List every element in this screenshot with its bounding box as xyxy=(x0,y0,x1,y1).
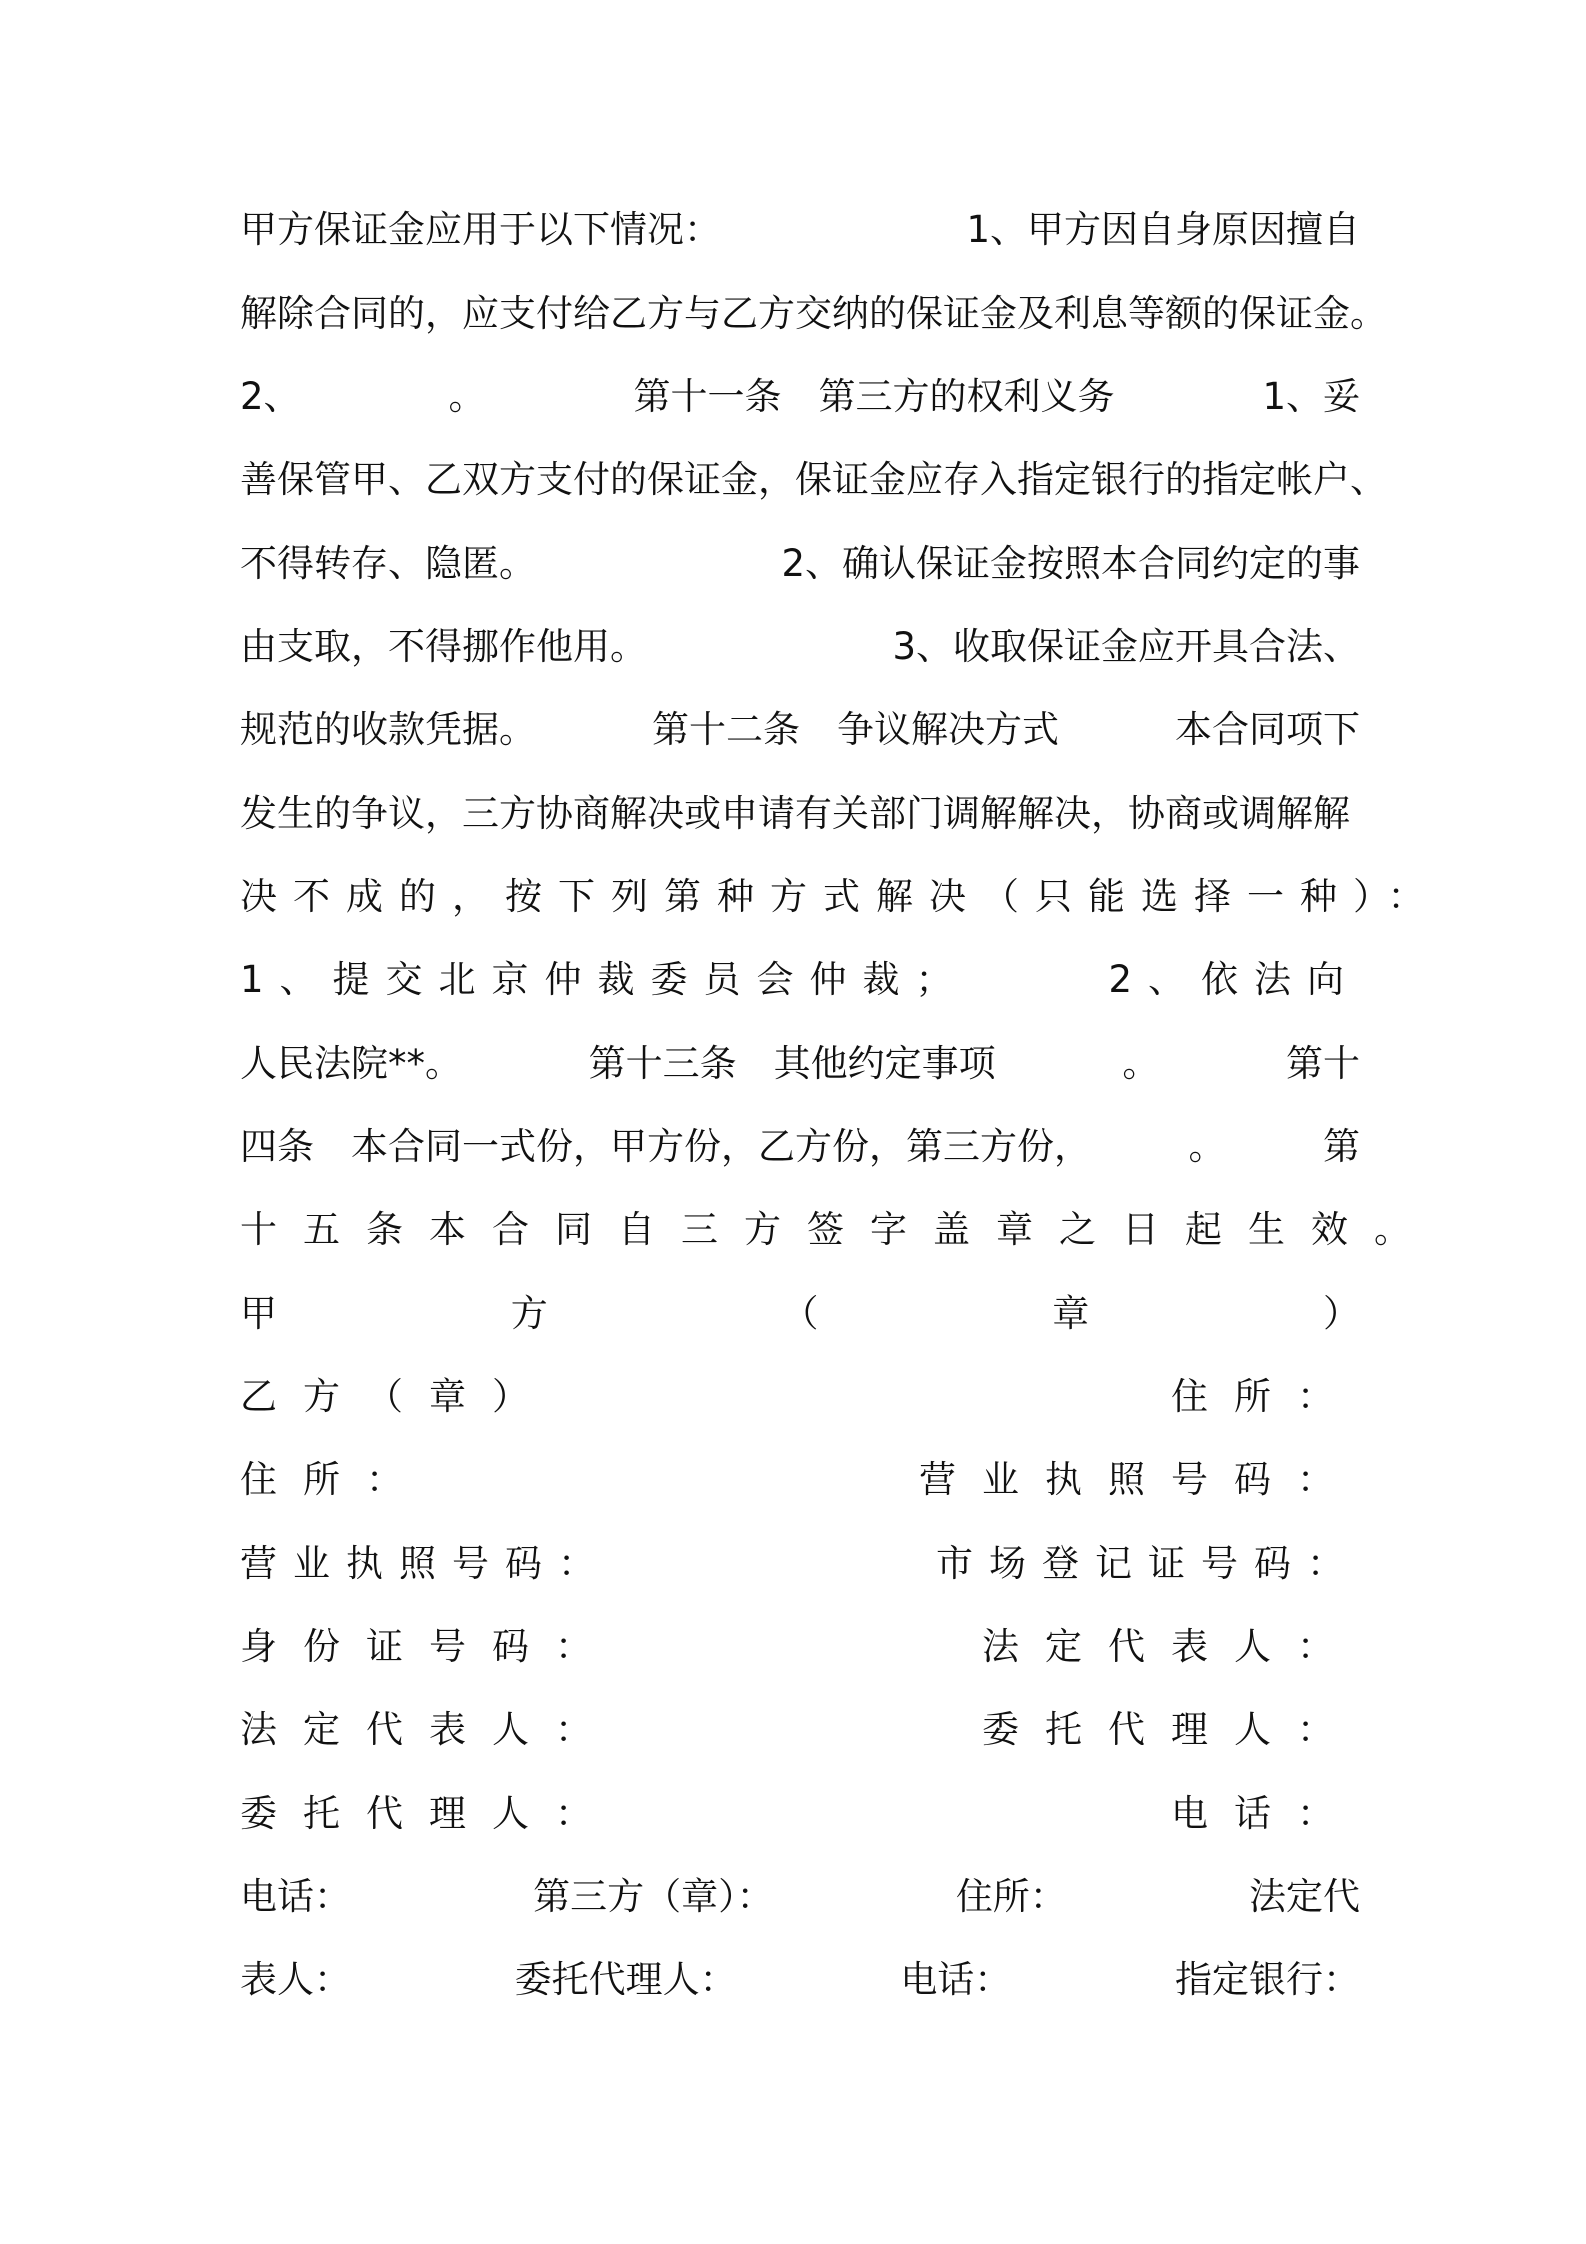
line-14-seg-3: （ xyxy=(781,1292,819,1335)
line-11-seg-1: 人民法院**。 xyxy=(240,1042,462,1085)
line-13-seg-1: 十五条 xyxy=(240,1208,429,1251)
line-6-seg-1: 由支取，不得挪作他用。 xyxy=(240,625,647,668)
text-line-12 xyxy=(240,1105,1360,1189)
text-line-9 xyxy=(240,855,1441,939)
line-12-seg-3: 第 xyxy=(1323,1125,1360,1168)
line-14-seg-5: ） xyxy=(1323,1292,1360,1335)
line-4-seg-1: 善保管甲、乙双方支付的保证金，保证金应存入指定银行的指定帐户、 xyxy=(240,458,1387,501)
line-7-seg-1: 规范的收款凭据。 xyxy=(240,708,536,751)
line-21-seg-1: 电话： xyxy=(240,1875,351,1918)
text-line-22 xyxy=(240,1938,1360,2022)
line-8-seg-1: 发生的争议，三方协商解决或申请有关部门调解解决，协商或调解解 xyxy=(240,792,1350,835)
line-16-seg-2: 营业执照号码： xyxy=(919,1458,1360,1501)
line-7-seg-2: 第十二条 争议解决方式 xyxy=(652,708,1059,751)
line-14-seg-4: 章 xyxy=(1052,1292,1090,1335)
text-line-8 xyxy=(240,772,1360,856)
text-line-10 xyxy=(240,938,1360,1022)
text-line-16 xyxy=(240,1438,1360,1522)
text-line-20 xyxy=(240,1772,1360,1856)
line-11-seg-3: 。 xyxy=(1122,1042,1160,1085)
line-15-seg-1: 乙方（章） xyxy=(240,1375,555,1418)
line-3-seg-4: 1、妥 xyxy=(1262,375,1360,418)
line-11-seg-2: 第十三条 其他约定事项 xyxy=(588,1042,996,1085)
line-22-seg-2: 委托代理人： xyxy=(514,1958,737,2001)
line-19-seg-2: 委托代理人： xyxy=(982,1708,1360,1751)
text-line-4 xyxy=(240,438,1387,522)
line-9-seg-1: 决不成的，按下列第 xyxy=(240,875,717,918)
line-19-seg-1: 法定代表人： xyxy=(240,1708,618,1751)
line-16-seg-1: 住所： xyxy=(240,1458,429,1501)
text-line-1 xyxy=(240,188,1360,272)
text-line-21 xyxy=(240,1855,1360,1939)
line-5-seg-2: 2、确认保证金按照本合同约定的事 xyxy=(781,542,1360,585)
text-line-2 xyxy=(240,272,1390,356)
text-line-3 xyxy=(240,355,1360,439)
text-line-6 xyxy=(240,605,1360,689)
line-9-seg-2: 种方式解决（只能选择一种）： xyxy=(717,875,1441,918)
line-5-seg-1: 不得转存、隐匿。 xyxy=(240,542,536,585)
text-line-11 xyxy=(240,1022,1360,1106)
line-3-seg-3: 第十一条 第三方的权利义务 xyxy=(633,375,1115,418)
line-2-seg-1: 解除合同的，应支付给乙方与乙方交纳的保证金及利息等额的保证金。 xyxy=(240,292,1387,335)
line-14-seg-2: 方 xyxy=(510,1292,548,1335)
line-7-seg-3: 本合同项下 xyxy=(1175,708,1360,751)
line-13-seg-2: 本合同自三方签字盖章之日起生效。 xyxy=(429,1208,1437,1251)
text-line-13 xyxy=(240,1188,1437,1272)
line-10-seg-1: 1、提交北京仲裁委员会仲裁； xyxy=(240,958,969,1001)
text-line-15 xyxy=(240,1355,1360,1439)
line-22-seg-4: 指定银行： xyxy=(1174,1958,1360,2001)
text-line-17 xyxy=(240,1522,1360,1606)
line-12-seg-2: 。 xyxy=(1188,1125,1226,1168)
line-21-seg-3: 住所： xyxy=(955,1875,1067,1918)
line-3-seg-2: 。 xyxy=(448,375,486,418)
line-15-seg-2: 住所： xyxy=(1171,1375,1360,1418)
line-3-seg-1: 2、 xyxy=(240,375,301,418)
line-20-seg-2: 电话： xyxy=(1171,1792,1360,1835)
text-line-14 xyxy=(240,1272,1360,1356)
line-10-seg-2: 2、依法向 xyxy=(1108,958,1360,1001)
line-20-seg-1: 委托代理人： xyxy=(240,1792,618,1835)
text-line-5 xyxy=(240,522,1360,606)
line-12-seg-1: 四条 本合同一式份，甲方份，乙方份，第三方份， xyxy=(240,1125,1091,1168)
line-22-seg-3: 电话： xyxy=(900,1958,1012,2001)
line-17-seg-1: 营业执照号码： xyxy=(240,1542,611,1585)
line-22-seg-1: 表人： xyxy=(240,1958,351,2001)
line-1-seg-1: 甲方保证金应用于以下情况： xyxy=(240,208,721,251)
line-21-seg-4: 法定代 xyxy=(1248,1875,1360,1918)
text-line-7 xyxy=(240,688,1360,772)
line-17-seg-2: 市场登记证号码： xyxy=(936,1542,1360,1585)
text-line-18 xyxy=(240,1605,1360,1689)
line-18-seg-2: 法定代表人： xyxy=(982,1625,1360,1668)
line-14-seg-1: 甲 xyxy=(240,1292,277,1335)
line-11-seg-4: 第十 xyxy=(1285,1042,1360,1085)
line-1-seg-2: 1、甲方因自身原因擅自 xyxy=(966,208,1360,251)
text-line-19 xyxy=(240,1688,1360,1772)
line-6-seg-2: 3、收取保证金应开具合法、 xyxy=(892,625,1360,668)
line-18-seg-1: 身份证号码： xyxy=(240,1625,618,1668)
line-21-seg-2: 第三方（章）： xyxy=(533,1875,774,1918)
